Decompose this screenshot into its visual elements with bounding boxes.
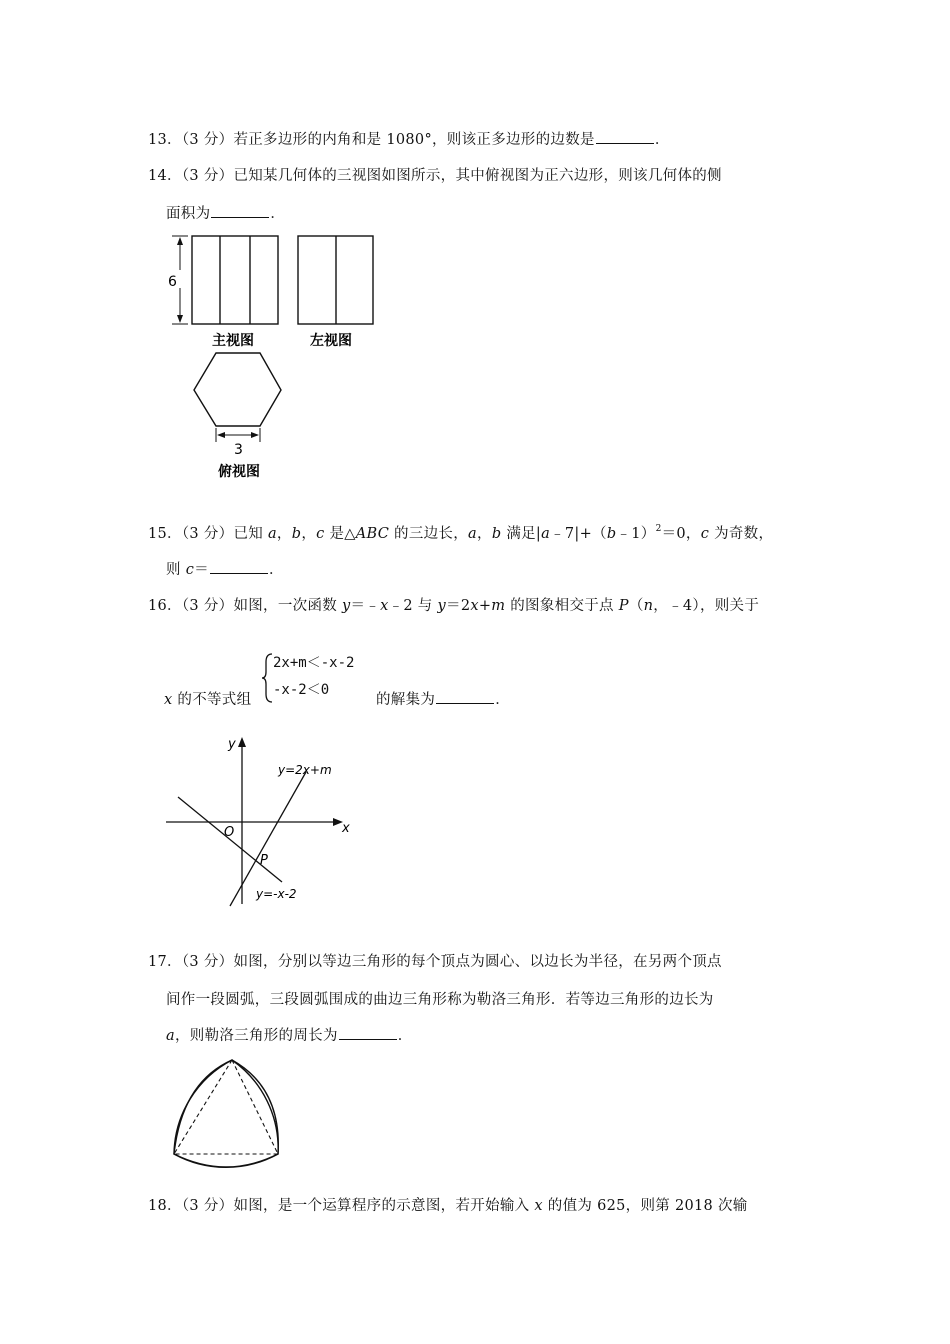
answer-blank [596, 131, 654, 144]
width-label: 3 [234, 442, 243, 458]
question-number: 16． [148, 598, 182, 614]
question-17-line2: 间作一段圆弧，三段圆弧围成的曲边三角形称为勒洛三角形．若等边三角形的边长为 [166, 992, 714, 1008]
side-view [298, 236, 373, 324]
question-15: 15．（3 分）已知 a，b，c 是△ABC 的三边长，a，b 满足|a﹣7|+（b﹣1）$^2$＝0，c 为奇数， [148, 524, 774, 542]
question-number: 17． [148, 954, 182, 970]
answer-blank [436, 691, 494, 704]
inequality-2: -x-2＜0 [273, 682, 330, 698]
question-16-line2b: 的解集为 ． [376, 692, 511, 708]
answer-blank [210, 561, 268, 574]
question-number: 15． [148, 526, 182, 542]
three-views-figure [160, 230, 390, 485]
width-dimension [216, 428, 260, 442]
question-score: （3 分） [181, 526, 234, 542]
question-number: 18． [148, 1198, 182, 1214]
line-neg-x-minus-2 [178, 797, 282, 882]
question-16-line2a: x 的不等式组 [164, 692, 252, 708]
question-text: 已知某几何体的三视图如图所示，其中俯视图为正六边形，则该几何体的侧 [233, 168, 722, 184]
top-view-caption: 俯视图 [218, 464, 260, 480]
hexagon-top-view [194, 353, 281, 426]
y-axis-label: y [228, 737, 236, 752]
equilateral-triangle [174, 1060, 278, 1154]
side-view-caption: 左视图 [310, 333, 352, 349]
line-neg-x-minus-2-label: y=-x-2 [256, 887, 297, 901]
question-15-line2: 则 c＝ ． [166, 562, 284, 578]
question-number: 13． [148, 132, 182, 148]
question-score: （3 分） [181, 598, 234, 614]
question-score: （3 分） [181, 954, 234, 970]
question-number: 14． [148, 168, 182, 184]
origin-label: O [224, 825, 235, 840]
inequality-system [261, 652, 371, 704]
height-label: 6 [168, 274, 177, 290]
line-2x-plus-m-label: y=2x+m [278, 763, 332, 777]
linear-functions-graph [160, 732, 360, 908]
question-text: 若正多边形的内角和是 1080°，则该正多边形的边数是 [233, 132, 595, 148]
question-18: 18．（3 分）如图，是一个运算程序的示意图，若开始输入 x 的值为 625，则第 2018 次输 [148, 1198, 748, 1214]
question-17: 17．（3 分）如图，分别以等边三角形的每个顶点为圆心、以边长为半径，在另两个顶点 [148, 954, 722, 970]
question-14 [148, 164, 722, 185]
question-14-line2: 面积为 ． [166, 206, 286, 222]
question-score: （3 分） [181, 1198, 234, 1214]
x-axis-label: x [342, 821, 350, 836]
question-17-line3: a，则勒洛三角形的周长为 ． [166, 1028, 413, 1044]
question-score: （3 分） [181, 132, 234, 148]
reuleaux-outline [174, 1060, 278, 1167]
reuleaux-triangle-figure [160, 1052, 300, 1177]
question-13: 13．（3 分）若正多边形的内角和是 1080°，则该正多边形的边数是 ． [148, 132, 670, 148]
point-p-label: P [260, 853, 268, 868]
inequality-1: 2x+m＜-x-2 [273, 655, 355, 671]
front-view-caption: 主视图 [212, 333, 254, 349]
question-score: （3 分） [181, 168, 234, 184]
answer-blank [211, 205, 269, 218]
question-16: 16．（3 分）如图，一次函数 y＝﹣x﹣2 与 y＝2x+m 的图象相交于点 P（n，﹣4），则关于 [148, 598, 760, 614]
front-view [192, 236, 278, 324]
answer-blank [339, 1027, 397, 1040]
